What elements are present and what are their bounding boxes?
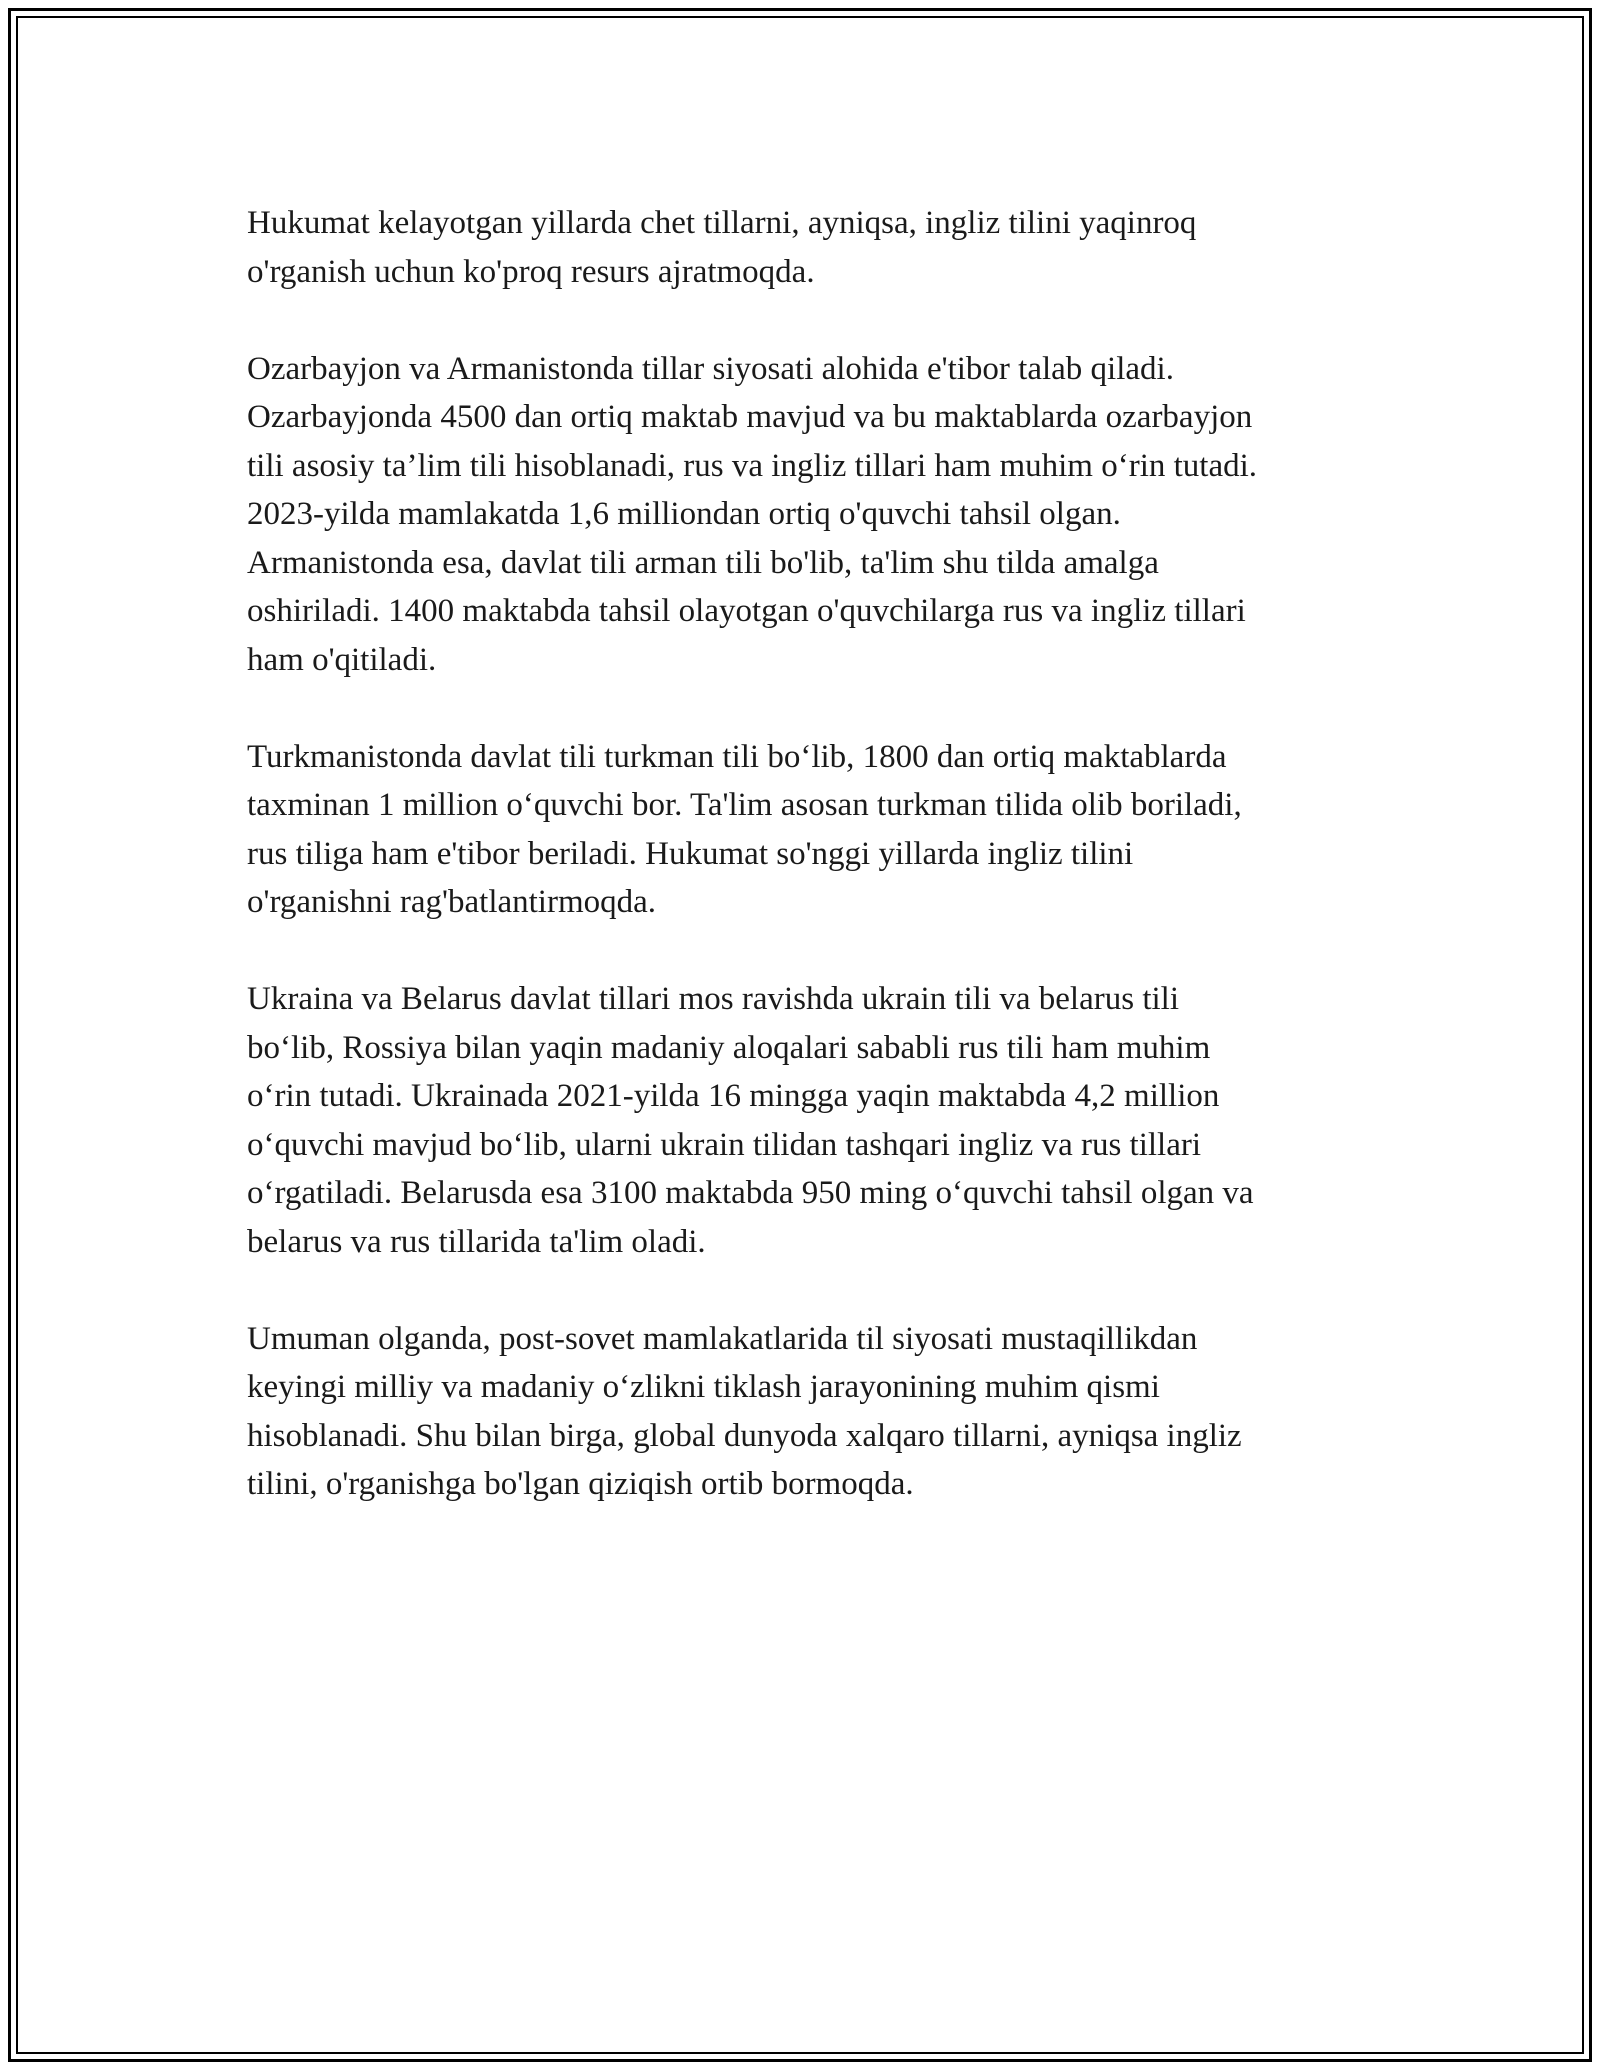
paragraph-ukraine-belarus: Ukraina va Belarus davlat tillari mos ravishda ukrain tili va belarus tili bo‘lib, Rossiya bilan yaqin madaniy aloqalari sababli rus tili ham muhim o‘rin tutadi. Ukrainada 2021-yilda 16 mingga yaqin maktabda 4,2 million o‘quvchi mavjud bo‘lib, ularni ukrain tilidan tashqari ingliz va rus tillari o‘rgatiladi. Belarusda esa 3100 maktabda 950 ming o‘quvchi tahsil olgan va belarus va rus tillarida ta'lim oladi. — [247, 981, 1254, 1260]
paragraph-turkmenistan: Turkmanistonda davlat tili turkman tili bo‘lib, 1800 dan ortiq maktablarda taxminan 1 million o‘quvchi bor. Ta'lim asosan turkman tilida olib boriladi, rus tiliga ham e'tibor beriladi. Hukumat so'nggi yillarda ingliz tilini o'rganishni rag'batlantirmoqda. — [247, 738, 1242, 920]
paragraph-azerbaijan-armenia: Ozarbayjon va Armanistonda tillar siyosati alohida e'tibor talab qiladi. Ozarbayjonda 4500 dan ortiq maktab mavjud va bu maktablarda ozarbayjon tili asosiy ta’lim tili hisoblanadi, rus va ingliz tillari ham muhim o‘rin tutadi. 2023-yilda mamlakatda 1,6 milliondan ortiq o'quvchi tahsil olgan. Armanistonda esa, davlat tili arman tili bo'lib, ta'lim shu tilda amalga oshiriladi. 1400 maktabda tahsil olayotgan o'quvchilarga rus va ingliz tillari ham o'qitiladi. — [247, 350, 1258, 678]
page-frame — [8, 8, 1592, 2062]
document-body — [247, 199, 1377, 1557]
paragraph-foreign-languages: Hukumat kelayotgan yillarda chet tillarni, ayniqsa, ingliz tilini yaqinroq o'rganish uchun ko'proq resurs ajratmoqda. — [247, 205, 1197, 290]
paragraph-conclusion: Umuman olganda, post-sovet mamlakatlarida til siyosati mustaqillikdan keyingi milliy va madaniy o‘zlikni tiklash jarayonining muhim qismi hisoblanadi. Shu bilan birga, global dunyoda xalqaro tillarni, ayniqsa ingliz tilini, o'rganishga bo'lgan qiziqish ortib bormoqda. — [247, 1320, 1242, 1502]
